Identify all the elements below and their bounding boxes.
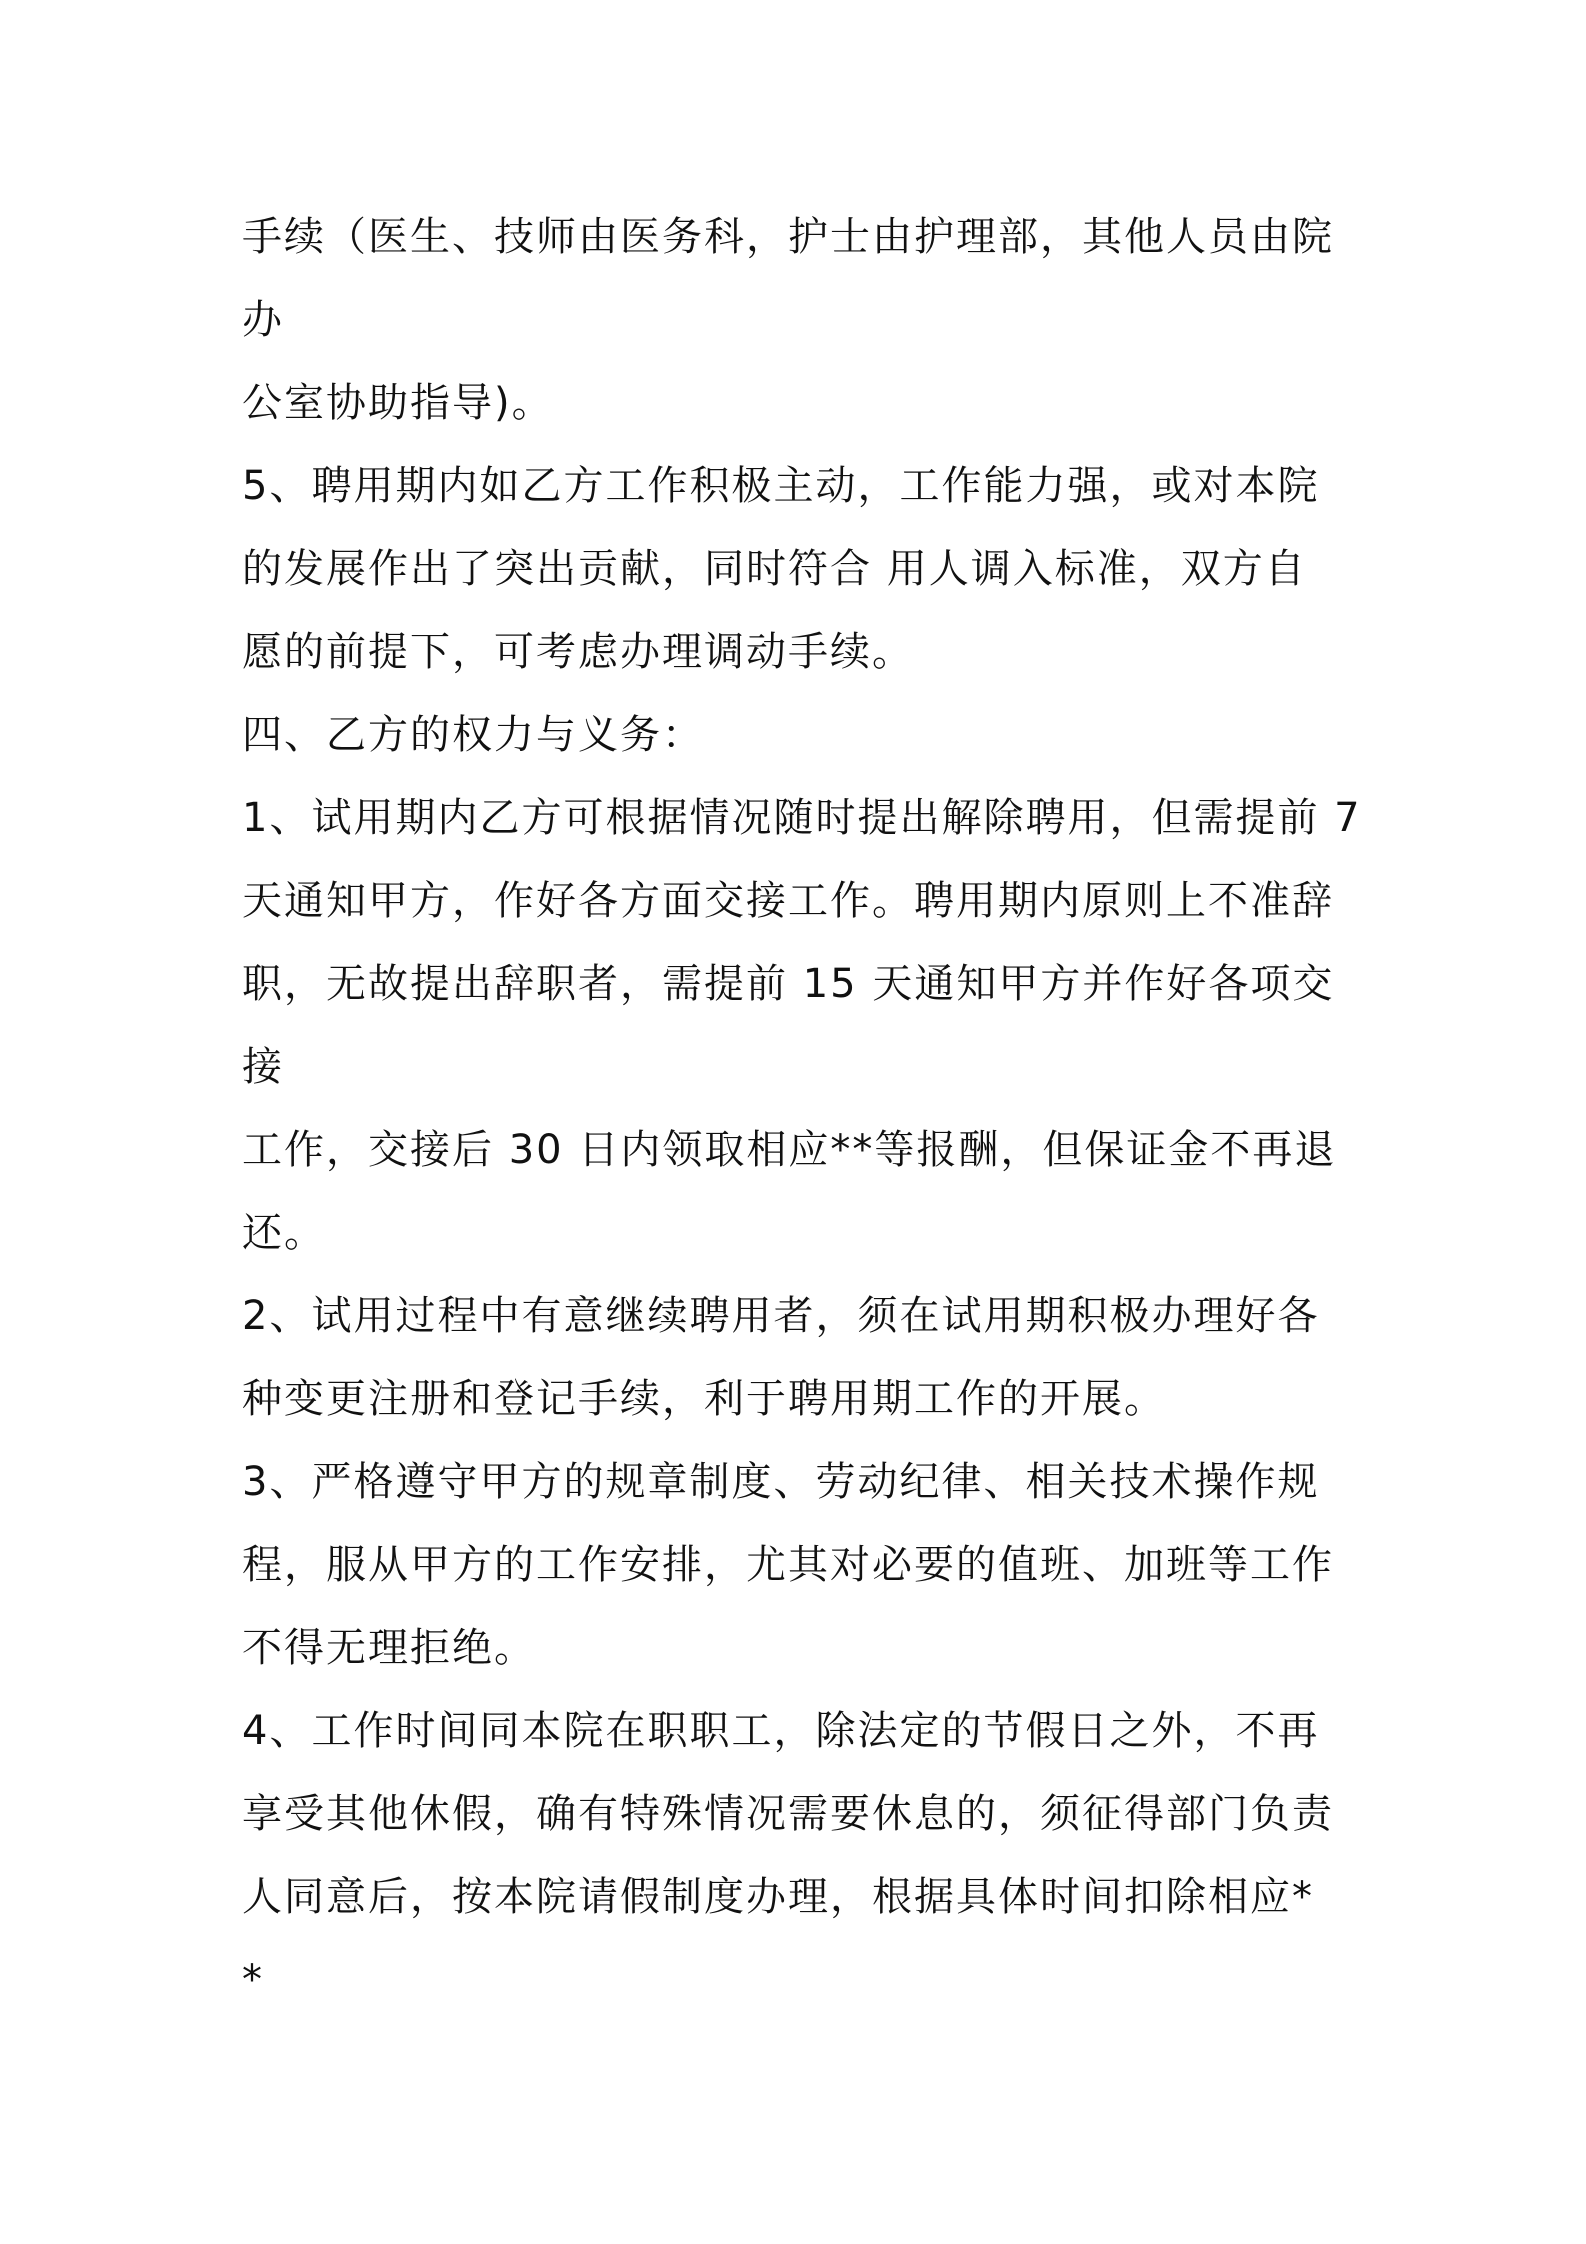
text-line: 程，服从甲方的工作安排，尤其对必要的值班、加班等工作 bbox=[242, 1542, 1334, 1588]
text-line: * bbox=[242, 1957, 264, 2003]
text-line: 的发展作出了突出贡献，同时符合 用人调入标准，双方自 bbox=[242, 546, 1307, 592]
text-line: 愿的前提下，可考虑办理调动手续。 bbox=[242, 629, 914, 675]
text-line: 1、试用期内乙方可根据情况随时提出解除聘用，但需提前 7 bbox=[242, 795, 1362, 841]
text-line: 职，无故提出辞职者，需提前 15 天通知甲方并作好各项交 bbox=[242, 961, 1335, 1007]
text-line: 手续（医生、技师由医务科，护士由护理部，其他人员由院 bbox=[242, 214, 1334, 260]
text-line: 5、聘用期内如乙方工作积极主动，工作能力强，或对本院 bbox=[242, 463, 1320, 509]
text-line: 3、严格遵守甲方的规章制度、劳动纪律、相关技术操作规 bbox=[242, 1459, 1320, 1505]
text-line: 4、工作时间同本院在职职工，除法定的节假日之外，不再 bbox=[242, 1708, 1320, 1754]
text-line: 公室协助指导)。 bbox=[242, 380, 554, 426]
text-line: 享受其他休假，确有特殊情况需要休息的，须征得部门负责 bbox=[242, 1791, 1334, 1837]
text-line: 天通知甲方，作好各方面交接工作。聘用期内原则上不准辞 bbox=[242, 878, 1334, 924]
text-line: 还。 bbox=[242, 1210, 326, 1256]
text-line: 接 bbox=[242, 1044, 284, 1090]
document-body bbox=[242, 196, 1362, 2022]
text-line: 不得无理拒绝。 bbox=[242, 1625, 536, 1671]
text-line: 人同意后，按本院请假制度办理，根据具体时间扣除相应* bbox=[242, 1874, 1314, 1920]
section-heading: 四、乙方的权力与义务： bbox=[242, 712, 704, 758]
text-line: 2、试用过程中有意继续聘用者，须在试用期积极办理好各 bbox=[242, 1293, 1320, 1339]
text-line: 种变更注册和登记手续，利于聘用期工作的开展。 bbox=[242, 1376, 1166, 1422]
text-line: 工作，交接后 30 日内领取相应**等报酬，但保证金不再退 bbox=[242, 1127, 1337, 1173]
text-line: 办 bbox=[242, 297, 284, 343]
